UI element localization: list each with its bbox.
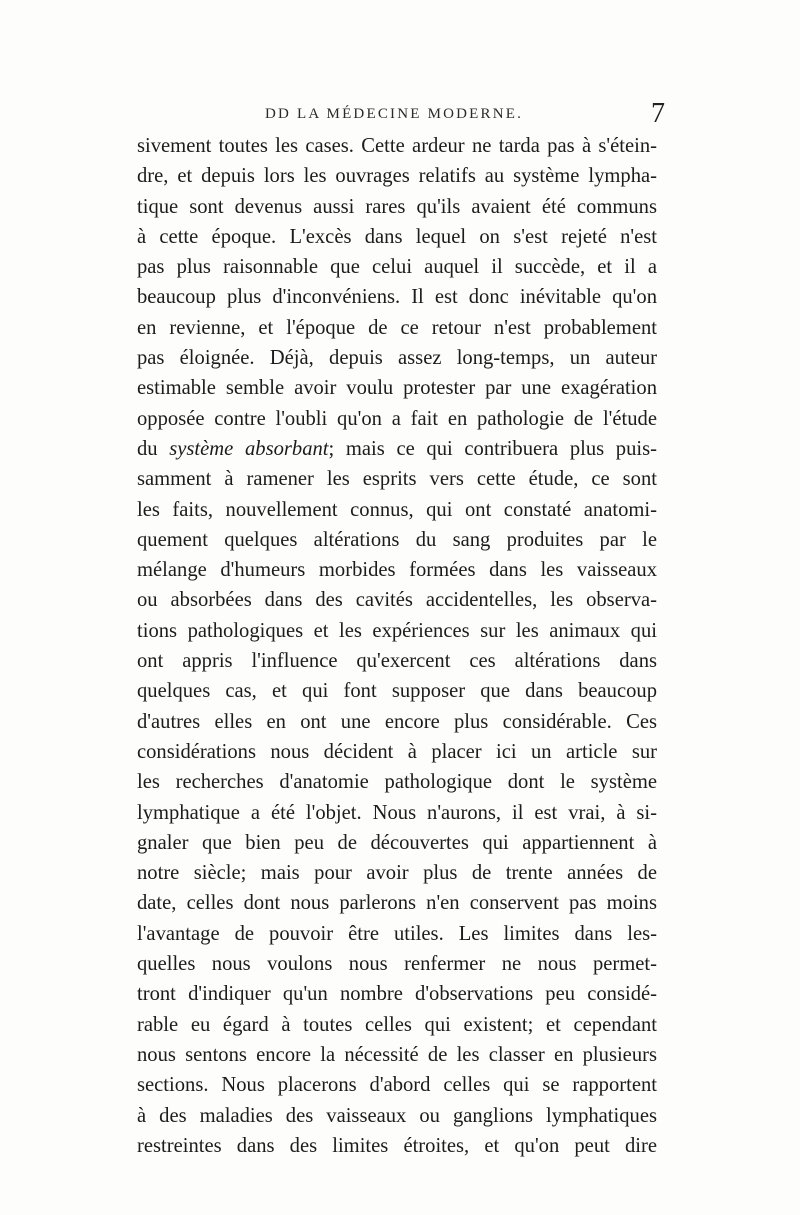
text-line: l'avantage de pouvoir être utiles. Les limites dans les-	[137, 922, 657, 945]
text-line: à des maladies des vaisseaux ou ganglions lymphatiques	[137, 1104, 657, 1127]
text-line: restreintes dans des limites étroites, et qu'on peut dire	[137, 1134, 657, 1157]
text-line: ont appris l'influence qu'exercent ces altérations dans	[137, 650, 657, 673]
text-line: quement quelques altérations du sang produites par le	[137, 528, 657, 551]
text-line: tique sont devenus aussi rares qu'ils avaient été communs	[137, 195, 657, 218]
text-line: sivement toutes les cases. Cette ardeur ne tarda pas à s'étein-	[137, 135, 657, 157]
text-line: gnaler que bien peu de découvertes qui appartiennent à	[137, 831, 657, 854]
text-line: ou absorbées dans des cavités accidentelles, les observa-	[137, 589, 657, 612]
page-number: 7	[651, 98, 665, 129]
text-line: considérations nous décident à placer ici un article sur	[137, 740, 657, 763]
running-head	[135, 100, 665, 132]
text-line: dre, et depuis lors les ouvrages relatifs au système lympha-	[137, 165, 657, 188]
text-line: pas éloignée. Déjà, depuis assez long-temps, un auteur	[137, 347, 657, 370]
text-line: samment à ramener les esprits vers cette étude, ce sont	[137, 468, 657, 491]
text-line: notre siècle; mais pour avoir plus de trente années de	[137, 862, 657, 885]
text-line: quelles nous voulons nous renfermer ne nous permet-	[137, 953, 657, 976]
text-line: quelques cas, et qui font supposer que dans beaucoup	[137, 680, 657, 703]
text-line: tions pathologiques et les expériences sur les animaux qui	[137, 619, 657, 642]
text-line: estimable semble avoir voulu protester par une exagération	[137, 377, 657, 400]
text-line: date, celles dont nous parlerons n'en conservent pas moins	[137, 892, 657, 915]
running-title: DD LA MÉDECINE MODERNE.	[265, 106, 524, 122]
text-line: à cette époque. L'excès dans lequel on s'est rejeté n'est	[137, 225, 657, 248]
text-line: rable eu égard à toutes celles qui existent; et cependant	[137, 1013, 657, 1036]
text-line: beaucoup plus d'inconvéniens. Il est donc inévitable qu'on	[137, 286, 657, 309]
text-line: sections. Nous placerons d'abord celles qui se rapportent	[137, 1074, 657, 1097]
text-line: les faits, nouvellement connus, qui ont constaté anatomi-	[137, 498, 657, 521]
text-line: pas plus raisonnable que celui auquel il succède, et il a	[137, 256, 657, 279]
text-line: tront d'indiquer qu'un nombre d'observations peu considé-	[137, 983, 657, 1006]
body-text	[137, 131, 657, 1161]
text-line	[137, 434, 657, 464]
text-line: lymphatique a été l'objet. Nous n'aurons, il est vrai, à si-	[137, 801, 657, 824]
text-run: du	[137, 437, 170, 460]
text-line: les recherches d'anatomie pathologique dont le système	[137, 771, 657, 794]
text-line: mélange d'humeurs morbides formées dans les vaisseaux	[137, 559, 657, 582]
text-line: opposée contre l'oubli qu'on a fait en pathologie de l'étude	[137, 407, 657, 430]
text-line: nous sentons encore la nécessité de les classer en plusieurs	[137, 1043, 657, 1066]
text-line: en revienne, et l'époque de ce retour n'est probablement	[137, 316, 657, 339]
text-line: d'autres elles en ont une encore plus considérable. Ces	[137, 710, 657, 733]
italic-term: système absorbant	[169, 437, 329, 460]
text-run: ; mais ce qui contribuera plus puis-	[328, 437, 657, 460]
